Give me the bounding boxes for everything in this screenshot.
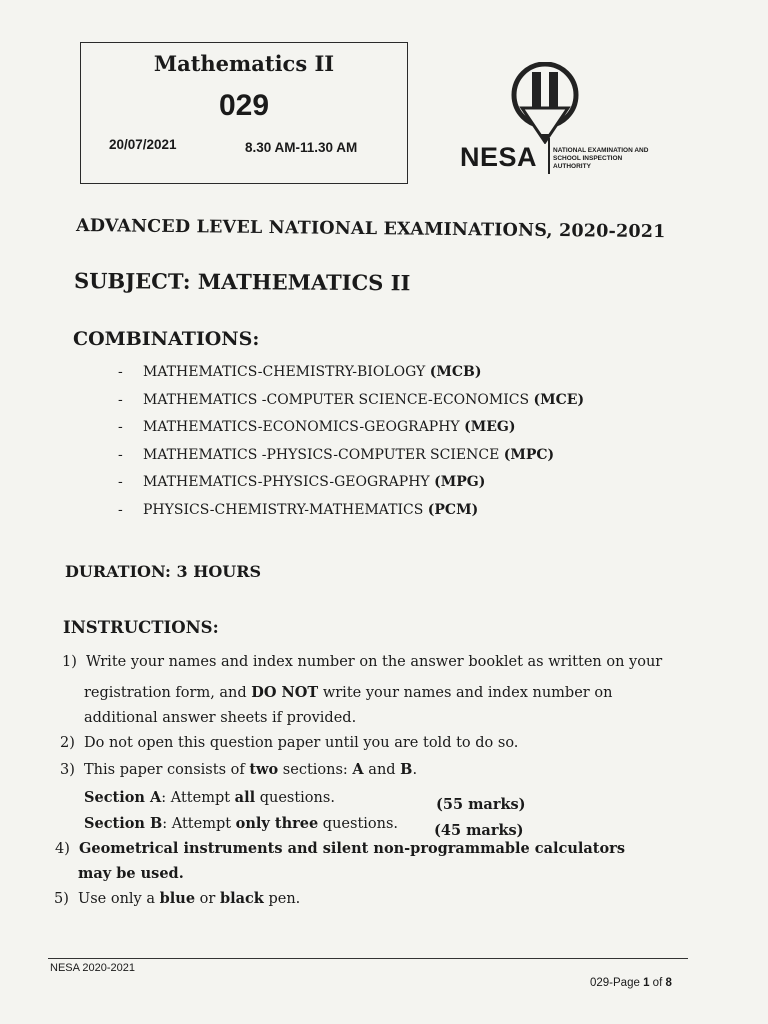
instruction-text: : Attempt [161,790,235,806]
instruction-text: This paper consists of [84,762,250,778]
combination-name: MATHEMATICS-CHEMISTRY-BIOLOGY [143,364,426,380]
page-number [590,977,672,989]
instruction-text: Do not open this question paper until you are told to do so. [84,735,519,751]
instruction-text: pen. [263,891,301,907]
logo-subtitle-line: SCHOOL INSPECTION [553,155,623,162]
instruction-emphasis: only three [235,815,319,832]
instruction-text: and [363,762,401,778]
combination-code: (MEG) [464,419,516,435]
combinations-list [118,364,584,529]
instruction-number: 2) [60,735,75,751]
list-item: - MATHEMATICS-PHYSICS-GEOGRAPHY (MPG) [118,474,486,490]
instruction-1-line-3: additional answer sheets if provided. [84,710,357,726]
exam-time: 8.30 AM-11.30 AM [245,140,358,155]
footer-divider [48,958,688,959]
instructions-heading: INSTRUCTIONS: [63,618,219,637]
combination-name: MATHEMATICS -PHYSICS-COMPUTER SCIENCE [143,446,500,463]
duration-heading: DURATION: 3 HOURS [65,562,262,581]
instruction-1-line-1 [62,654,662,670]
combination-code: (MPG) [434,474,486,490]
logo-subtitle [553,147,693,171]
instruction-number: 5) [54,891,69,907]
instruction-text: Use only a [78,891,160,907]
logo-subtitle-line: AUTHORITY [553,163,591,170]
instruction-emphasis: blue [159,890,196,907]
instruction-emphasis: A [352,761,364,778]
instruction-number: 4) [55,841,70,857]
exam-date: 20/07/2021 [109,137,177,152]
instruction-text: or [195,891,220,907]
instruction-2 [60,735,518,751]
combination-name: MATHEMATICS-PHYSICS-GEOGRAPHY [143,474,430,490]
instruction-number: 1) [62,654,77,670]
section-b-marks: (45 marks) [434,822,524,839]
combination-code: (MCE) [533,391,585,408]
pencil-emblem-icon [510,62,580,144]
combination-code: (MCB) [429,364,482,380]
exam-title: ADVANCED LEVEL NATIONAL EXAMINATIONS, 2020-2021 [75,216,666,243]
list-item: - PHYSICS-CHEMISTRY-MATHEMATICS (PCM) [118,501,479,518]
section-a-label: Section A [84,789,162,806]
page-prefix: 029-Page [590,977,644,989]
instruction-3 [60,761,417,778]
page-total: 8 [665,977,672,989]
section-b-label: Section B [84,815,163,832]
combination-name: MATHEMATICS-ECONOMICS-GEOGRAPHY [143,419,460,435]
instruction-text: . [412,762,418,778]
instruction-text: write your names and index number on [318,685,613,701]
list-item: - MATHEMATICS -COMPUTER SCIENCE-ECONOMICS (MCE) [118,391,585,408]
instruction-1-line-2 [84,684,612,701]
logo-divider [548,138,550,174]
instruction-emphasis: all [234,789,256,806]
logo-subtitle-line: NATIONAL EXAMINATION AND [553,147,649,154]
logo-wordmark: NESA [460,142,538,172]
list-item: - MATHEMATICS-CHEMISTRY-BIOLOGY (MCB) [118,364,482,380]
instruction-emphasis: DO NOT [251,684,319,701]
combinations-heading: COMBINATIONS: [73,328,260,350]
instruction-text: registration form, and [84,685,252,701]
instruction-text: questions. [318,816,399,832]
header-subject: Mathematics II [153,51,335,76]
instruction-number: 3) [60,762,75,778]
instruction-text: : Attempt [162,816,236,832]
nesa-logo [452,58,692,178]
instruction-4-line-2 [78,865,184,882]
subject-heading: SUBJECT: MATHEMATICS II [73,268,411,296]
page-current: 1 [643,977,650,989]
instruction-emphasis: two [249,761,279,778]
paper-code: 029 [218,89,270,122]
instruction-emphasis: B [400,761,413,778]
section-a-marks: (55 marks) [436,796,526,813]
instruction-4-line-1 [55,840,625,857]
section-b-instruction [84,815,398,832]
instruction-text: Write your names and index number on the answer booklet as written on your [86,654,663,670]
combination-code: (PCM) [427,501,479,518]
combination-name: PHYSICS-CHEMISTRY-MATHEMATICS [143,501,424,518]
combination-name: MATHEMATICS -COMPUTER SCIENCE-ECONOMICS [143,391,530,408]
section-a-instruction [84,789,335,806]
exam-header-box [80,42,408,184]
footer-org-year: NESA 2020-2021 [50,962,136,974]
instruction-emphasis: black [219,890,264,907]
instruction-text: sections: [278,762,353,778]
list-item: - MATHEMATICS -PHYSICS-COMPUTER SCIENCE (MPC) [118,446,555,463]
instruction-5 [54,890,300,907]
instruction-emphasis: may be used. [78,865,184,882]
list-item: - MATHEMATICS-ECONOMICS-GEOGRAPHY (MEG) [118,419,516,435]
instruction-text: questions. [255,790,335,806]
instruction-emphasis: Geometrical instruments and silent non-programmable calculators [79,840,625,857]
page-of: of [649,977,666,989]
combination-code: (MPC) [503,446,555,463]
